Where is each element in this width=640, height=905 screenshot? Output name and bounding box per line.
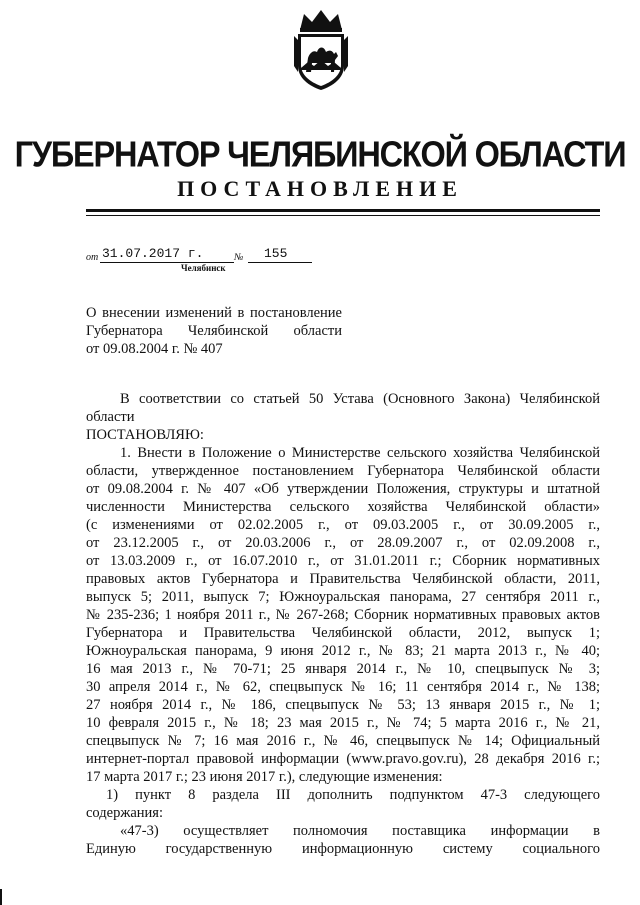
document-body — [86, 390, 600, 858]
body-line: от 13.03.2009 г., от 16.07.2010 г., от 31.01.2011 г.; Сборник нормативных — [86, 553, 600, 569]
body-line: (с изменениями от 02.02.2005 г., от 09.03.2005 г., от 30.09.2005 г., — [86, 517, 600, 533]
quote-line: «47-3) осуществляет полномочия поставщика информации в — [120, 823, 600, 839]
document-type: ПОСТАНОВЛЕНИЕ — [177, 176, 463, 201]
subject-line: от 09.08.2004 г. № 407 — [86, 341, 223, 357]
body-line: численности Министерства сельского хозяйства Челябинской области» — [86, 499, 600, 515]
body-line: 17 марта 2017 г.; 23 июня 2017 г.), следующие изменения: — [86, 769, 443, 785]
city-name: Челябинск — [181, 263, 226, 273]
body-line: 10 февраля 2015 г., № 18; 23 мая 2015 г., № 74; 5 марта 2016 г., № 21, — [86, 715, 600, 731]
item-line: содержания: — [86, 805, 164, 821]
subject-line: Губернатора Челябинской области — [86, 323, 342, 339]
document-meta — [86, 246, 486, 276]
date-prefix: от — [86, 252, 99, 263]
body-line: 16 мая 2013 г., № 70-71; 25 января 2014 г., № 10, спецвыпуск № 3; — [86, 661, 600, 677]
number-prefix: № — [234, 252, 244, 263]
document-subject — [86, 304, 342, 358]
body-line: 1. Внести в Положение о Министерстве сельского хозяйства Челябинской — [120, 445, 600, 461]
body-line: правовых актов Губернатора и Правительства Челябинской области, 2011, — [86, 571, 600, 587]
preamble-line: области — [86, 409, 135, 425]
body-line: интернет-портал правовой информации (www.pravo.gov.ru), 28 декабря 2016 г.; — [86, 751, 600, 767]
scan-edge-mark — [0, 889, 2, 905]
body-line: от 23.12.2005 г., от 20.03.2006 г., от 28.09.2007 г., от 02.09.2008 г., — [86, 535, 600, 551]
body-line: спецвыпуск № 7; 16 мая 2016 г., № 46, спецвыпуск № 14; Официальный — [86, 733, 600, 749]
body-line: выпуск 5; 2011, выпуск 7; Южноуральская панорама, 27 сентября 2011 г., — [86, 589, 600, 605]
body-line: области, утвержденное постановлением Губернатора Челябинской области — [86, 463, 600, 479]
body-line: 30 апреля 2014 г., № 62, спецвыпуск № 16; 11 сентября 2014 г., № 138; — [86, 679, 600, 695]
preamble-line: В соответствии со статьей 50 Устава (Основного Закона) Челябинской — [120, 391, 600, 407]
issuer-title: ГУБЕРНАТОР ЧЕЛЯБИНСКОЙ ОБЛАСТИ — [14, 133, 626, 175]
body-line: Губернатора и Правительства Челябинской области, 2012, выпуск 1; — [86, 625, 600, 641]
document-number: 155 — [264, 246, 288, 261]
decree-word: ПОСТАНОВЛЯЮ: — [86, 427, 204, 443]
item-line: 1) пункт 8 раздела III дополнить подпунктом 47-3 следующего — [106, 787, 600, 803]
header-rule-thin — [86, 215, 600, 216]
subject-line: О внесении изменений в постановление — [86, 305, 342, 321]
quote-line: Единую государственную информационную систему социального — [86, 841, 600, 857]
body-line: Южноуральская панорама, 9 июня 2012 г., № 83; 21 марта 2013 г., № 40; — [86, 643, 600, 659]
body-line: 27 ноября 2014 г., № 186, спецвыпуск № 53; 13 января 2015 г., № 1; — [86, 697, 600, 713]
chelyabinsk-coat-of-arms-icon — [292, 6, 350, 92]
header-rule-thick — [86, 209, 600, 212]
body-line: от 09.08.2004 г. № 407 «Об утверждении Положения, структуры и штатной — [86, 481, 600, 497]
document-date: 31.07.2017 г. — [102, 246, 204, 261]
body-line: № 235-236; 1 ноября 2011 г., № 267-268; Сборник нормативных правовых актов — [86, 607, 600, 623]
number-underline — [248, 262, 312, 263]
